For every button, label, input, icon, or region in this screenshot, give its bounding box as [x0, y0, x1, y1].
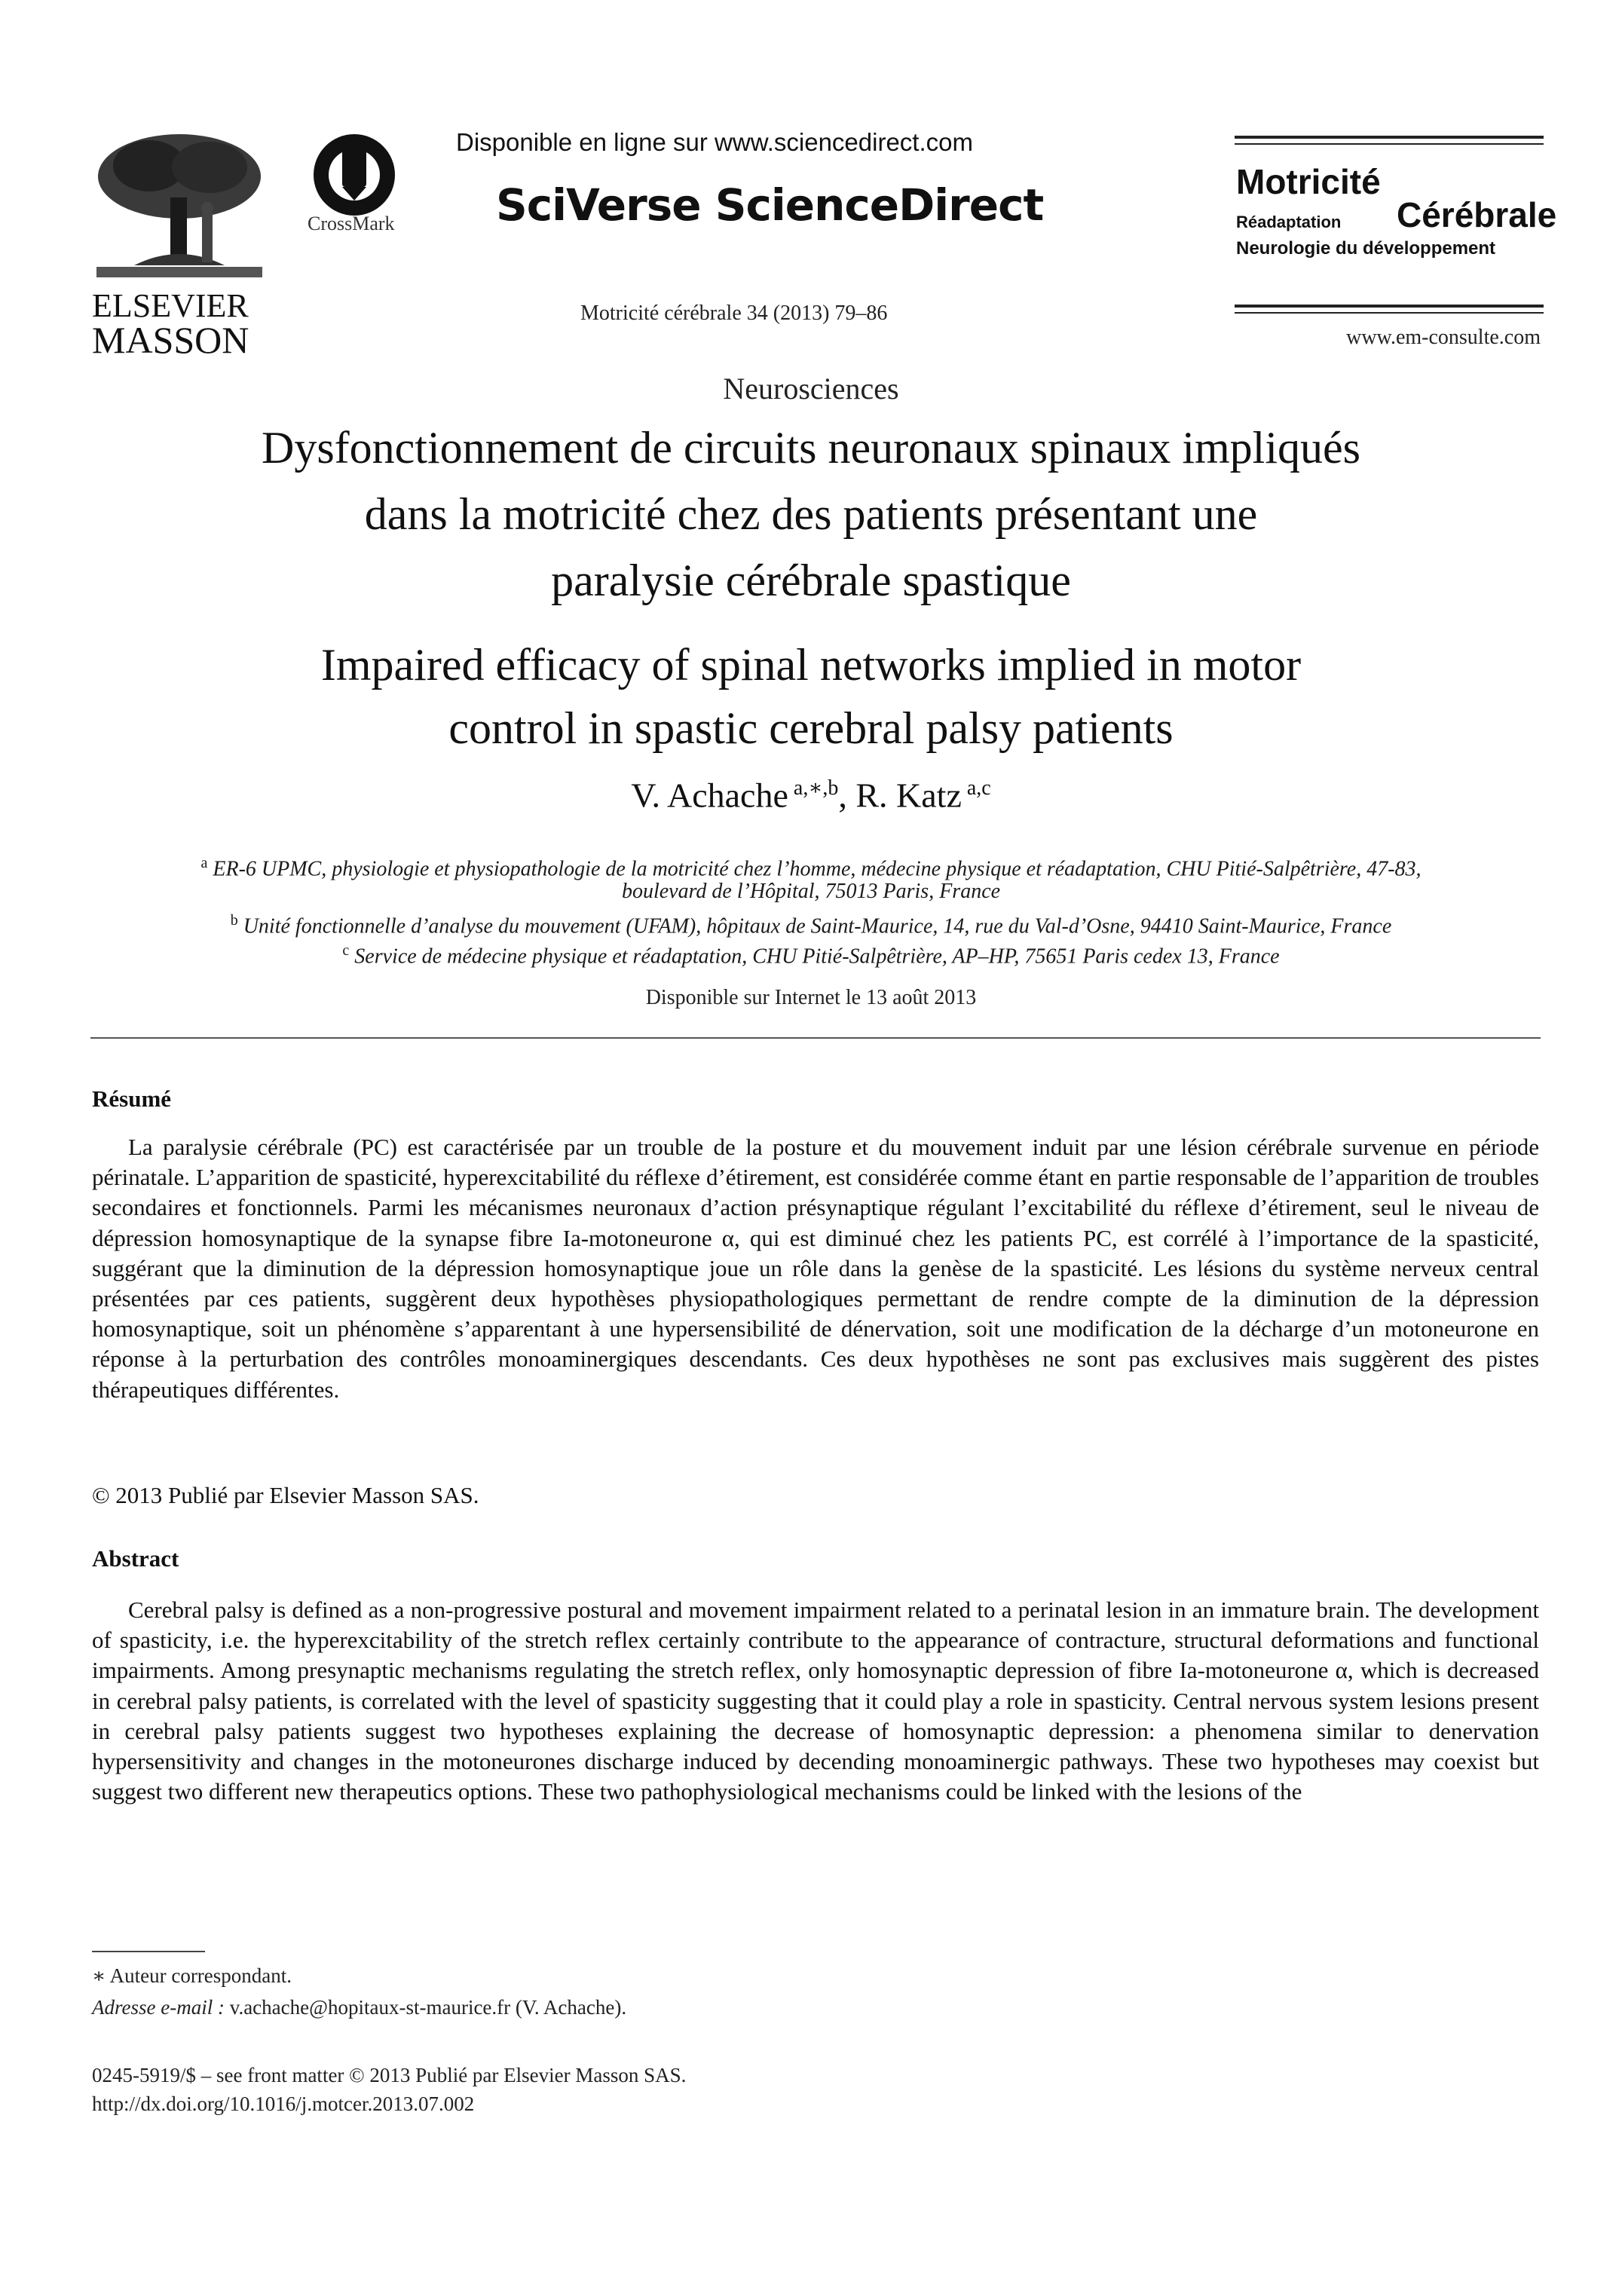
journal-title: Motricité — [1236, 162, 1381, 201]
doi-link[interactable]: http://dx.doi.org/10.1016/j.motcer.2013.07.002 — [92, 2092, 475, 2115]
resume-heading: Résumé — [92, 1085, 172, 1112]
affiliation-text: Unité fonctionnelle d’analyse du mouvement (UFAM), hôpitaux de Saint-Maurice, 14, rue du Val-d’Osne, 94410 Saint-Maurice, France — [243, 914, 1392, 938]
title-french — [0, 415, 1622, 614]
affiliation-text: boulevard de l’Hôpital, 75013 Paris, France — [621, 880, 1001, 903]
title-french-line: Dysfonctionnement de circuits neuronaux spinaux impliqués — [261, 423, 1361, 473]
resume-copyright: © 2013 Publié par Elsevier Masson SAS. — [92, 1482, 479, 1508]
title-divider — [90, 1037, 1541, 1039]
journal-rule-top — [1235, 136, 1544, 139]
online-date: Disponible sur Internet le 13 août 2013 — [645, 986, 977, 1009]
issn-line: 0245-5919/$ – see front matter © 2013 Publié par Elsevier Masson SAS. — [92, 2064, 687, 2086]
affiliation-text: Service de médecine physique et réadaptation, CHU Pitié-Salpêtrière, AP–HP, 75651 Paris cedex 13, France — [354, 944, 1280, 969]
author-affiliation-marks: a,c — [966, 776, 991, 800]
affiliation-mark: b — [230, 912, 238, 929]
email-note — [92, 1996, 626, 2019]
affiliation — [0, 876, 1622, 908]
author-list — [0, 775, 1622, 815]
journal-tagline: Neurologie du développement — [1236, 238, 1496, 259]
journal-rule-top-thin — [1235, 143, 1544, 145]
author-affiliation-marks: a,∗,b — [793, 776, 839, 800]
title-french-line: paralysie cérébrale spastique — [551, 556, 1071, 605]
email-address[interactable]: v.achache@hopitaux-st-maurice.fr (V. Achache). — [229, 1996, 627, 2019]
journal-rule-bottom — [1235, 305, 1544, 308]
author-separator: , — [838, 776, 856, 815]
affiliation-mark: a — [200, 855, 208, 871]
title-english-line: Impaired efficacy of spinal networks implied in motor — [320, 640, 1302, 690]
crossmark-label: CrossMark — [308, 213, 395, 234]
resume-text: La paralysie cérébrale (PC) est caractérisée par un trouble de la posture et du mouvement induit par une lésion cérébrale survenue en période périnatale. L’apparition de spasticité, hyperexcitabilité du réflexe d’étirement, est considérée comme étant en partie responsable de l’apparition de troubles secondaires et fonctionnels. Parmi les mécanismes neuronaux d’action présynaptique régulant l’excitabilité du réflexe d’étirement, seul le niveau de dépression homosynaptique de la synapse fibre Ia-motoneurone α, qui est diminué chez les patients PC, est corrélé à l’importance de la spasticité, suggérant que la diminution de la dépression homosynaptique joue un rôle dans la genèse de la spasticité. Les lésions du système nerveux central présentées par ces patients, suggèrent deux hypothèses physiopathologiques permettant de rendre compte de la diminution de la dépression homosynaptique, soit un phénomène s’apparentant à une hypersensibilité de dénervation, soit une modification de la décharge d’un motoneurone en réponse à la perturbation des contrôles monoaminergiques descendants. Ces deux hypothèses ne sont pas exclusives mais suggèrent des pistes thérapeutiques différentes. — [92, 1134, 1539, 1403]
author-name: R. Katz — [855, 776, 962, 815]
elsevier-tree-logo — [89, 130, 270, 280]
title-english-line: control in spastic cerebral palsy patients — [448, 703, 1174, 753]
author-name: V. Achache — [631, 776, 788, 815]
affiliation — [0, 935, 1622, 972]
publisher-name: ELSEVIER — [92, 287, 249, 324]
available-online-link[interactable]: Disponible en ligne sur www.sciencedirect.com — [456, 128, 973, 156]
abstract-text: Cerebral palsy is defined as a non-progressive postural and movement impairment related to a perinatal lesion in an immature brain. The development of spasticity, i.e. the hyperexcitability of the stretch reflex certainly contribute to the appearance of contracture, structural deformations and functional impairments. Among presynaptic mechanisms regulating the stretch reflex, only homosynaptic depression of fibre Ia-motoneurone α, which is decreased in cerebral palsy patients, is correlated with the level of spasticity suggesting that it could play a role in spasticity. Central nervous system lesions present in cerebral palsy patients suggest two hypotheses explaining the decrease of homosynaptic depression: a phenomena similar to denervation hypersensitivity and changes in the motoneurones discharge induced by decending monoaminergic pathways. These two hypotheses may coexist but suggest two different new therapeutics options. These two pathophysiological mechanisms could be linked with the lesions of the — [92, 1596, 1539, 1805]
journal-citation: Motricité cérébrale 34 (2013) 79–86 — [580, 302, 888, 325]
website-link[interactable]: www.em-consulte.com — [1346, 326, 1541, 349]
corresponding-author-note: ∗ Auteur correspondant. — [92, 1964, 292, 1987]
affiliation-mark: c — [342, 942, 350, 959]
publisher-imprint: MASSON — [92, 319, 249, 361]
title-french-line: dans la motricité chez des patients présentant une — [364, 489, 1258, 539]
journal-rule-bottom-thin — [1235, 312, 1544, 314]
abstract-heading: Abstract — [92, 1545, 179, 1572]
journal-subtitle: Réadaptation — [1236, 213, 1342, 231]
platform-logo: SciVerse ScienceDirect — [496, 179, 1044, 231]
footnote-divider — [92, 1951, 205, 1952]
article-section: Neurosciences — [723, 372, 899, 406]
email-label: Adresse e-mail : — [92, 1996, 225, 2019]
affiliation-text: ER-6 UPMC, physiologie et physiopathologie de la motricité chez l’homme, médecine physique et réadaptation, CHU Pitié-Salpêtrière, 47-83, — [213, 857, 1422, 881]
journal-title-2: Cérébrale — [1397, 195, 1557, 234]
title-english — [0, 633, 1622, 760]
